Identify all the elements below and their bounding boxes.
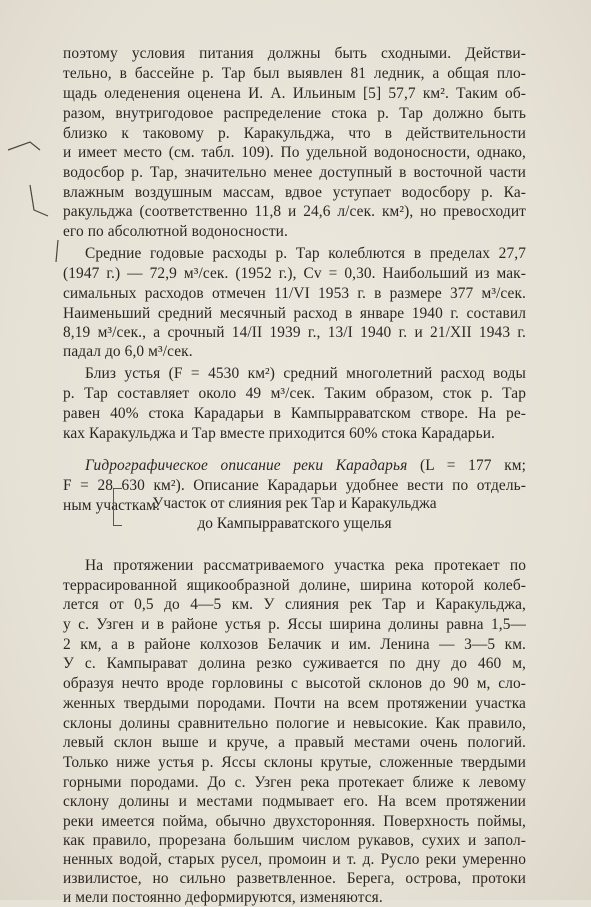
text-line: равен 40% стока Карадарьи в Кампырраватском створе. На ре-: [63, 405, 526, 422]
text-line: женных твердыми породами. Почти на всем протяжении участка: [63, 695, 526, 712]
text-line: водосбор р. Тар, значительно менее доступный в восточной части: [63, 164, 526, 181]
pencil-mark: [30, 185, 48, 216]
text-line: F = 28 630 км²). Описание Карадарьи удобнее вести по отдель-: [63, 477, 526, 494]
text-line: и мели постоянно деформируются, изменяются.: [63, 889, 383, 906]
text-line: склоны долины сравнительно пологие и невысокие. Как правило,: [63, 715, 526, 732]
text-line: террасированной ящикообразной долине, ширина которой колеб-: [63, 577, 526, 594]
text-line: как правило, прорезана большим числом рукавов, сухих и запол-: [63, 832, 526, 849]
text-line: (1947 г.) — 72,9 м³/сек. (1952 г.), Cv = 0,30. Наибольший из мак-: [63, 265, 526, 282]
text-line: Только ниже устья р. Яссы склоны крутые, сложенные твердыми: [63, 754, 526, 771]
text-line: влажным воздушным массам, вдвое уступает водосбору р. Ка-: [63, 184, 526, 201]
text-line: падал до 6,0 м³/сек.: [63, 343, 193, 360]
text-line: образуя нечто вроде горловины с высотой склонов до 90 м, сло-: [63, 675, 526, 692]
section-heading-line-1: Участок от слияния рек Тар и Каракульджа: [152, 495, 437, 512]
text-line: симальных расходов отмечен 11/VI 1953 г. в размере 377 м³/сек.: [63, 285, 526, 302]
text-line: На протяжении рассматриваемого участка река протекает по: [85, 557, 526, 574]
text-line: р. Тар составляет около 49 м³/сек. Таким образом, сток р. Тар: [63, 385, 526, 402]
text-line: ным участкам.: [63, 497, 160, 514]
text-line: извилистое, но сильно разветвленное. Берега, острова, протоки: [63, 870, 526, 887]
text-line: 2 км, а в районе колхозов Белачик и им. Ленина — 3—5 км.: [63, 636, 526, 653]
text-line: склону долины и местами подмывает его. На всем протяжении: [63, 793, 526, 810]
italic-section-title: Гидрографическое описание реки Карадарья: [85, 457, 408, 474]
text-line: ках Каракульджа и Тар вместе приходится 60% стока Карадарьи.: [63, 425, 496, 442]
text-line: щадь оледенения оценена И. А. Ильиным [5] 57,7 км². Таким об-: [63, 85, 526, 102]
text-line: поэтому условия питания должны быть сходными. Действи-: [63, 45, 526, 62]
text-line: 8,19 м³/сек., а срочный 14/II 1939 г., 13/I 1940 г. и 21/XII 1943 г.: [63, 324, 526, 341]
text-line: ракульджа (соответственно 11,8 и 24,6 л/сек. км²), но превосходит: [63, 203, 526, 220]
text-line: Наименьший средний месячный расход в январе 1940 г. составил: [63, 305, 526, 322]
section-heading-line-2: до Кампырраватского ущелья: [197, 515, 392, 532]
text-line: горными породами. До с. Узген река протекает ближе к левому: [63, 774, 526, 791]
text-line: реки имеется пойма, обычно двухсторонняя. Поверхность поймы,: [63, 813, 526, 830]
text-line: его по абсолютной водоносности.: [63, 223, 288, 240]
pencil-mark: [8, 142, 40, 150]
text-line: левый склон выше и круче, а правый местами очень пологий.: [63, 734, 526, 751]
text-line: у с. Узген и в районе устья р. Яссы ширина долины равна 1,5—: [63, 616, 526, 633]
text-fragment: (L = 177 км;: [419, 457, 526, 474]
text-line: и имеет место (см. табл. 109). По удельной водоносности, однако,: [63, 144, 526, 161]
text-line: тельно, в бассейне р. Тар был выявлен 81 ледник, а общая пло-: [63, 65, 526, 82]
text-line: Средние годовые расходы р. Тар колеблются в пределах 27,7: [85, 245, 526, 262]
text-line: У с. Кампырават долина резко суживается по дну до 460 м,: [63, 655, 526, 672]
text-line: ненных водой, старых русел, промоин и т. д. Русло реки умеренно: [63, 851, 526, 868]
text-line: Близ устья (F = 4530 км²) средний многолетний расход воды: [85, 365, 526, 382]
text-line: лется от 0,5 до 4—5 км. У слияния рек Тар и Каракульджа,: [63, 596, 526, 613]
pencil-mark: [56, 240, 58, 262]
text-line: разом, внутригодовое распределение стока р. Тар должно быть: [63, 105, 526, 122]
text-line: близко к таковому р. Каракульджа, что в действительности: [63, 125, 526, 142]
